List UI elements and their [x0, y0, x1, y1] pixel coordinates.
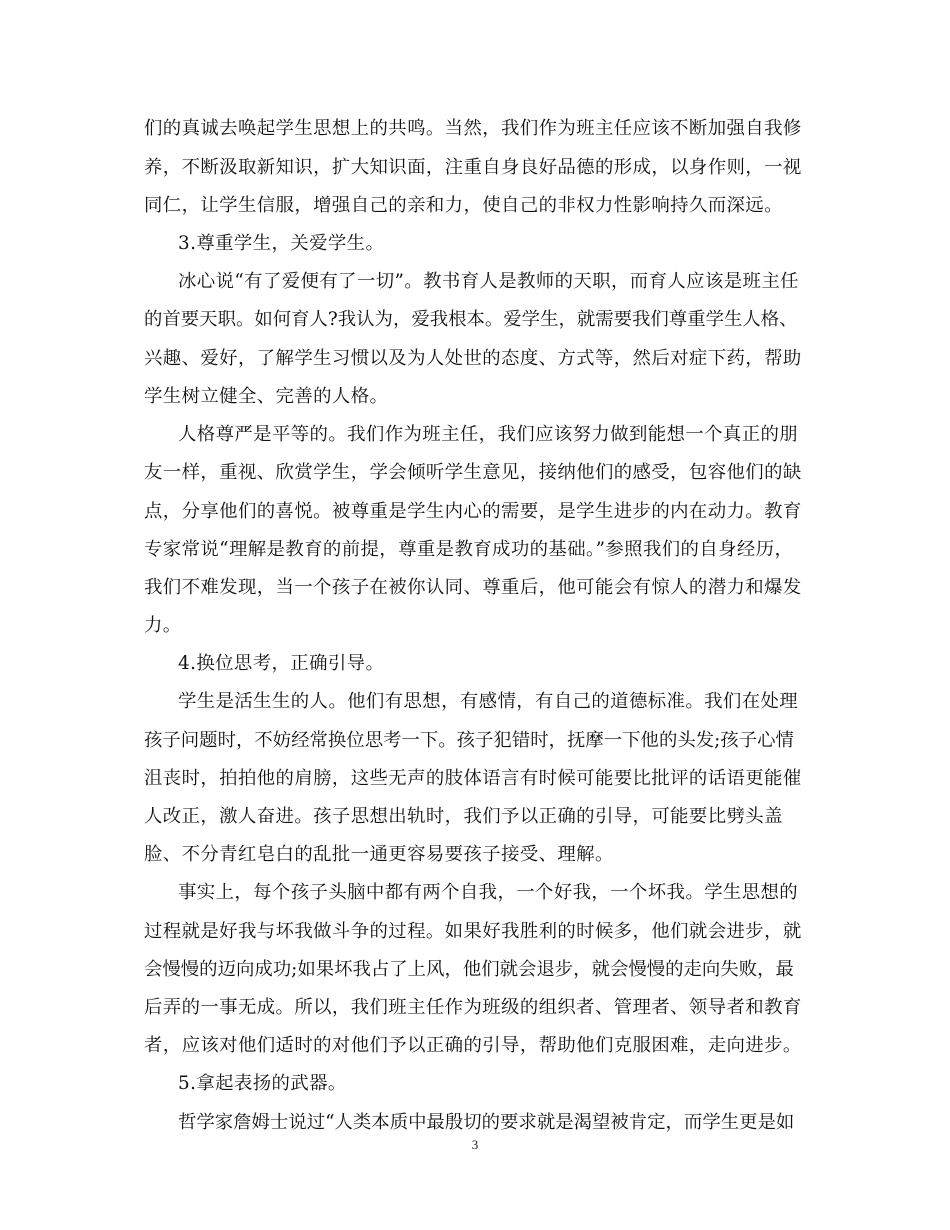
text-line: 的首要天职。如何育人?我认为，爱我根本。爱学生，就需要我们尊重学生人格、 [144, 309, 798, 330]
text-line: 力。 [144, 615, 182, 636]
text-line: 同仁，让学生信服，增强自己的亲和力，使自己的非权力性影响持久而深远。 [144, 195, 783, 216]
text-line: 事实上，每个孩子头脑中都有两个自我，一个好我，一个坏我。学生思想的 [178, 882, 799, 903]
text-line: 养，不断汲取新知识，扩大知识面，注重自身良好品德的形成，以身作则，一视 [144, 157, 802, 178]
section-heading: 3.尊重学生，关爱学生。 [178, 233, 385, 254]
text-line: 学生是活生生的人。他们有思想，有感情，有自己的道德标准。我们在处理 [178, 691, 799, 712]
text-line: 哲学家詹姆士说过“人类本质中最殷切的要求就是渴望被肯定，而学生更是如 [178, 1112, 795, 1133]
text-line: 友一样，重视、欣赏学生，学会倾听学生意见，接纳他们的感受，包容他们的缺 [144, 462, 802, 483]
section-heading: 5.拿起表扬的武器。 [178, 1073, 347, 1094]
section-heading: 4.换位思考，正确引导。 [178, 653, 385, 674]
text-line: 专家常说“理解是教育的前提，尊重是教育成功的基础。”参照我们的自身经历， [144, 539, 794, 560]
text-line: 学生树立健全、完善的人格。 [144, 386, 389, 407]
text-line: 冰心说“有了爱便有了一切”。教书育人是教师的天职，而育人应该是班主任 [178, 271, 799, 292]
text-line: 脸、不分青红皂白的乱批一通更容易要孩子接受、理解。 [144, 844, 614, 865]
text-line: 点，分享他们的喜悦。被尊重是学生内心的需要，是学生进步的内在动力。教育 [144, 501, 802, 522]
text-line: 们的真诚去唤起学生思想上的共鸣。当然，我们作为班主任应该不断加强自我修 [144, 118, 802, 139]
text-line: 后弄的一事无成。所以，我们班主任作为班级的组织者、管理者、领导者和教育 [144, 997, 802, 1018]
text-line: 沮丧时，拍拍他的肩膀，这些无声的肢体语言有时候可能要比批评的话语更能催 [144, 768, 802, 789]
text-line: 者，应该对他们适时的对他们予以正确的引导，帮助他们克服困难，走向进步。 [144, 1035, 802, 1056]
text-line: 过程就是好我与坏我做斗争的过程。如果好我胜利的时候多，他们就会进步，就 [144, 921, 802, 942]
text-line: 我们不难发现，当一个孩子在被你认同、尊重后，他可能会有惊人的潜力和爆发 [144, 577, 802, 598]
text-line: 孩子问题时，不妨经常换位思考一下。孩子犯错时，抚摩一下他的头发;孩子心情 [144, 730, 794, 751]
text-line: 会慢慢的迈向成功;如果坏我占了上风，他们就会退步，就会慢慢的走向失败，最 [144, 959, 794, 980]
text-line: 人格尊严是平等的。我们作为班主任，我们应该努力做到能想一个真正的朋 [178, 424, 799, 445]
text-line: 兴趣、爱好，了解学生习惯以及为人处世的态度、方式等，然后对症下药，帮助 [144, 348, 802, 369]
text-line: 人改正，激人奋进。孩子思想出轨时，我们予以正确的引导，可能要比劈头盖 [144, 806, 783, 827]
page-number: 3 [471, 1137, 479, 1152]
